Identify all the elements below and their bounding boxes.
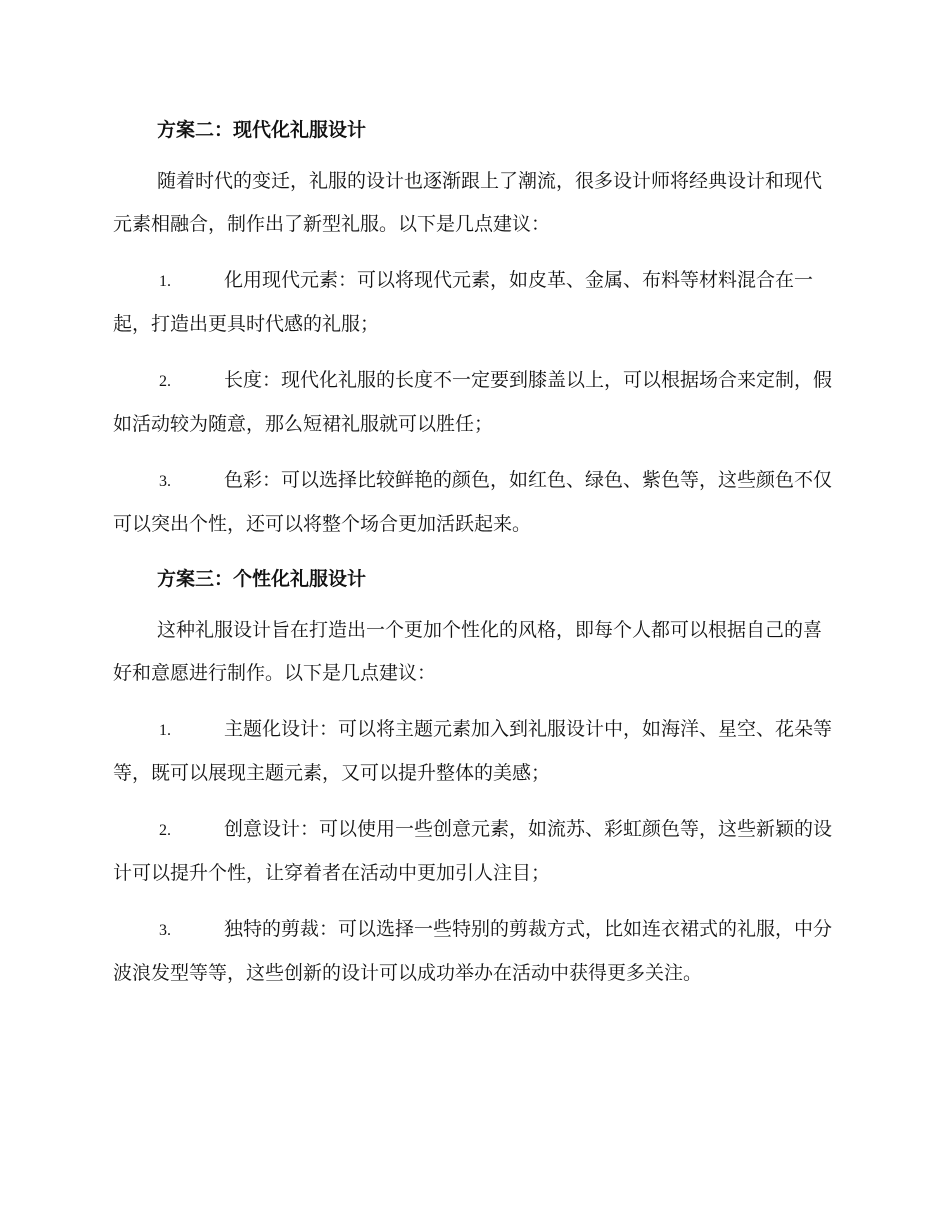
list-number: 2. <box>159 373 171 390</box>
section-intro: 随着时代的变迁，礼服的设计也逐渐跟上了潮流，很多设计师将经典设计和现代元素相融合，制作出了新型礼服。以下是几点建议： <box>113 170 823 235</box>
list-item <box>113 459 833 546</box>
list-text: 主题化设计：可以将主题元素加入到礼服设计中，如海洋、星空、花朵等等，既可以展现主题元素，又可以提升整体的美感； <box>113 718 833 784</box>
list-number: 1. <box>159 722 171 739</box>
list-text: 化用现代元素：可以将现代元素，如皮革、金属、布料等材料混合在一起，打造出更具时代感的礼服； <box>113 269 814 335</box>
document-page <box>113 110 833 1008</box>
list-text: 独特的剪裁：可以选择一些特别的剪裁方式，比如连衣裙式的礼服，中分波浪发型等等，这些创新的设计可以成功举办在活动中获得更多关注。 <box>113 918 833 984</box>
section-personalized <box>113 559 833 995</box>
list-item <box>113 808 833 895</box>
list-item <box>113 908 833 995</box>
list-item <box>113 259 833 346</box>
list-number: 3. <box>159 922 171 939</box>
list-number: 2. <box>159 822 171 839</box>
section-intro: 这种礼服设计旨在打造出一个更加个性化的风格，即每个人都可以根据自己的喜好和意愿进行制作。以下是几点建议： <box>113 619 823 684</box>
list-text: 长度：现代化礼服的长度不一定要到膝盖以上，可以根据场合来定制，假如活动较为随意，那么短裙礼服就可以胜任； <box>113 369 833 435</box>
list-number: 3. <box>159 473 171 490</box>
list-text: 创意设计：可以使用一些创意元素，如流苏、彩虹颜色等，这些新颖的设计可以提升个性，让穿着者在活动中更加引人注目； <box>113 818 833 884</box>
list-number: 1. <box>159 273 171 290</box>
list-item <box>113 359 833 446</box>
section-modern <box>113 110 833 546</box>
section-heading: 方案二：现代化礼服设计 <box>157 119 367 141</box>
section-heading: 方案三：个性化礼服设计 <box>157 568 367 590</box>
list-item <box>113 708 833 795</box>
list-text: 色彩：可以选择比较鲜艳的颜色，如红色、绿色、紫色等，这些颜色不仅可以突出个性，还可以将整个场合更加活跃起来。 <box>113 469 833 535</box>
